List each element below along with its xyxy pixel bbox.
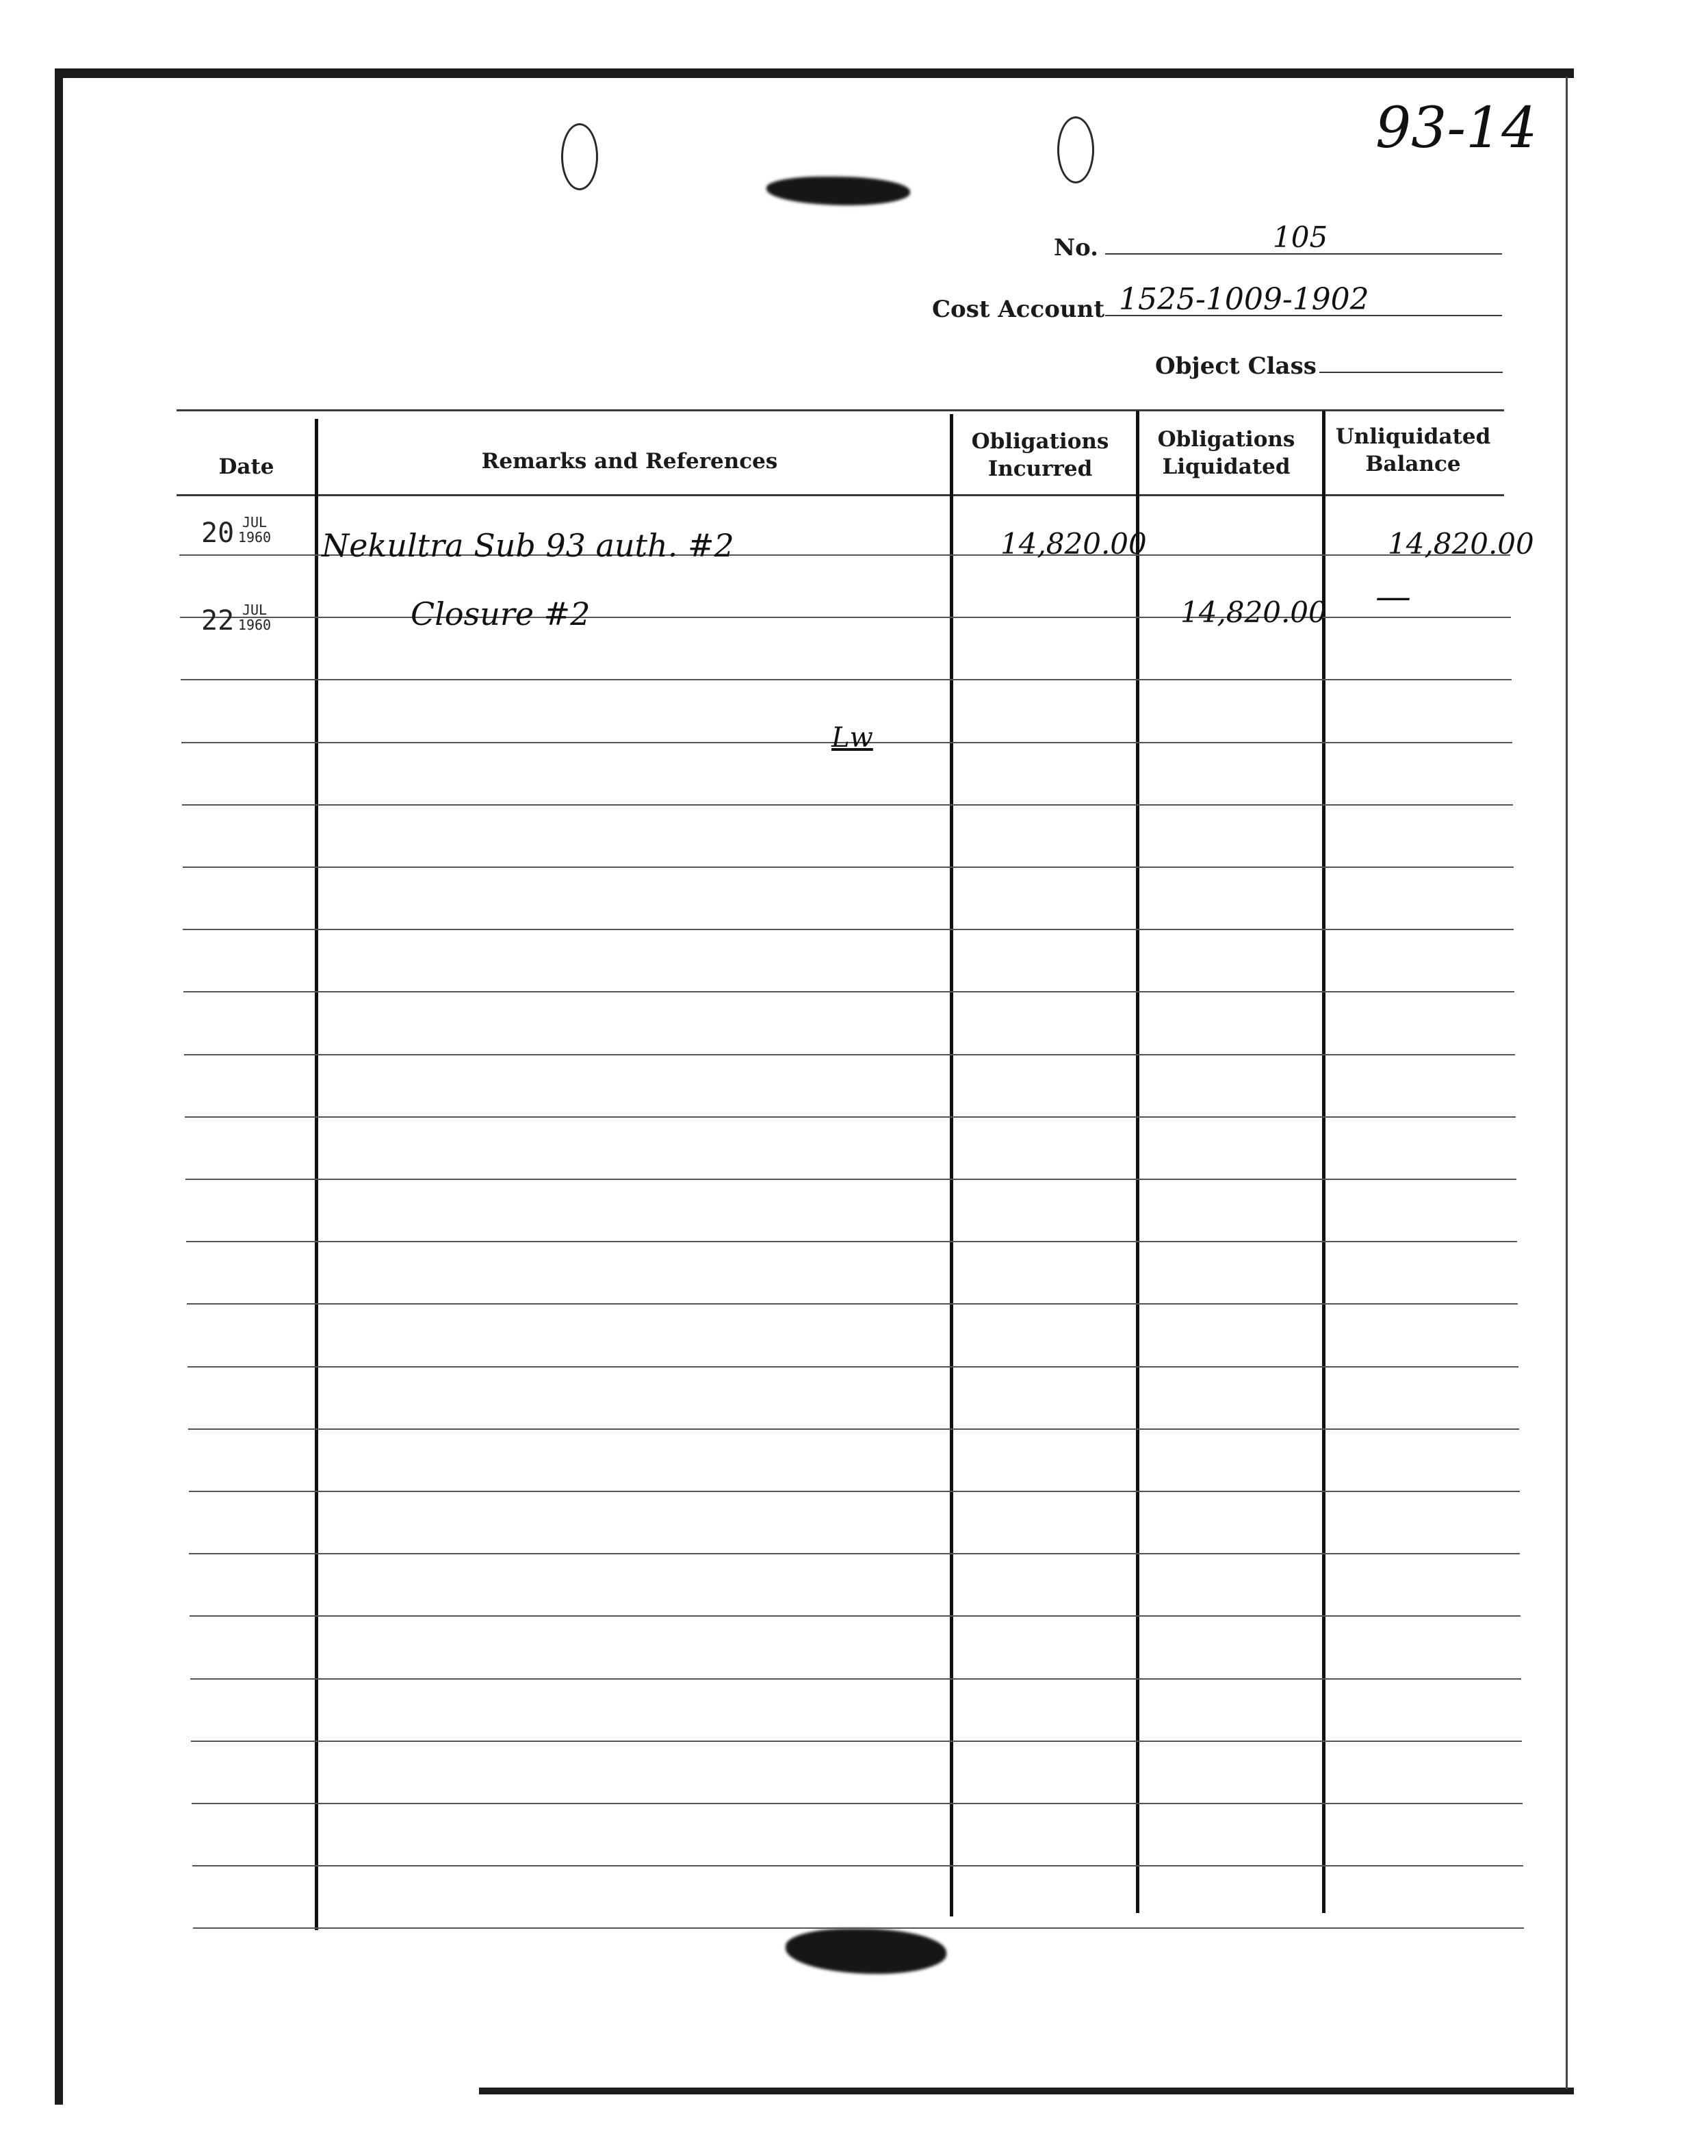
redaction-mark-top	[766, 177, 910, 205]
ruled-line	[185, 1179, 1516, 1180]
object-class-underline	[1319, 372, 1503, 373]
date-stamp-year: 1960	[237, 617, 272, 633]
table-row-1-remarks: Nekultra Sub 93 auth. #2	[322, 527, 734, 564]
ruled-line	[183, 991, 1514, 992]
table-row-2-remarks: Closure #2	[411, 595, 591, 632]
table-top-rule	[177, 409, 1504, 411]
date-stamp-month: JUL	[242, 602, 268, 618]
scan-top-border	[55, 68, 1574, 78]
column-rule-remarks	[950, 414, 953, 1916]
column-rule-incurred	[1136, 411, 1139, 1913]
ruled-line	[188, 1428, 1519, 1430]
column-header-date: Date	[218, 454, 274, 479]
ruled-line	[192, 1803, 1523, 1804]
no-value: 105	[1273, 220, 1328, 254]
table-row-1-incurred: 14,820.00	[1000, 527, 1147, 561]
ruled-line	[183, 929, 1514, 930]
corner-file-number: 93-14	[1375, 96, 1538, 161]
table-header-rule	[177, 494, 1504, 496]
ruled-line	[192, 1865, 1523, 1866]
ruled-line	[187, 1366, 1518, 1368]
date-stamp-year: 1960	[237, 529, 272, 546]
column-header-obligations-liquidated: Obligations Liquidated	[1157, 427, 1295, 479]
table-row-2-liquidated: 14,820.00	[1180, 595, 1327, 629]
object-class-label: Object Class	[1155, 352, 1317, 380]
no-label: No.	[1054, 234, 1098, 261]
date-stamp-month-year	[234, 602, 275, 632]
column-header-unliquidated-balance: Unliquidated Balance	[1335, 424, 1491, 476]
table-row-1-balance: 14,820.00	[1388, 527, 1534, 561]
date-stamp-day: 20	[201, 517, 235, 549]
date-stamp-day: 22	[201, 605, 235, 637]
date-stamp-month-year	[234, 515, 275, 545]
redaction-mark-bottom	[786, 1929, 946, 1974]
scan-bottom-border	[479, 2088, 1574, 2094]
ruled-line	[183, 867, 1514, 868]
ruled-line	[190, 1615, 1521, 1617]
column-rule-liquidated	[1322, 411, 1325, 1913]
table-row-2-balance: —	[1375, 576, 1411, 617]
column-header-obligations-incurred: Obligations Incurred	[971, 429, 1109, 481]
punch-hole-left	[561, 123, 598, 190]
ruled-line	[191, 1741, 1522, 1742]
ruled-line	[193, 1927, 1524, 1929]
reviewer-initials: Lw	[831, 722, 873, 754]
ruled-line	[187, 1303, 1518, 1305]
date-stamp-month: JUL	[242, 514, 268, 530]
ruled-line	[184, 1054, 1515, 1055]
ruled-line	[185, 1116, 1516, 1118]
cost-account-label: Cost Account	[932, 296, 1105, 323]
ruled-line	[189, 1553, 1520, 1554]
punch-hole-right	[1057, 116, 1094, 183]
scan-right-edge	[1566, 77, 1568, 2089]
column-rule-date	[315, 419, 318, 1930]
scan-left-border	[55, 68, 63, 2105]
ruled-line	[189, 1491, 1520, 1492]
ruled-line	[186, 1241, 1517, 1242]
ruled-line	[182, 804, 1513, 806]
cost-account-value: 1525-1009-1902	[1119, 282, 1369, 317]
ruled-line	[181, 679, 1512, 680]
column-header-remarks: Remarks and References	[481, 449, 778, 474]
ruled-line	[190, 1678, 1521, 1680]
